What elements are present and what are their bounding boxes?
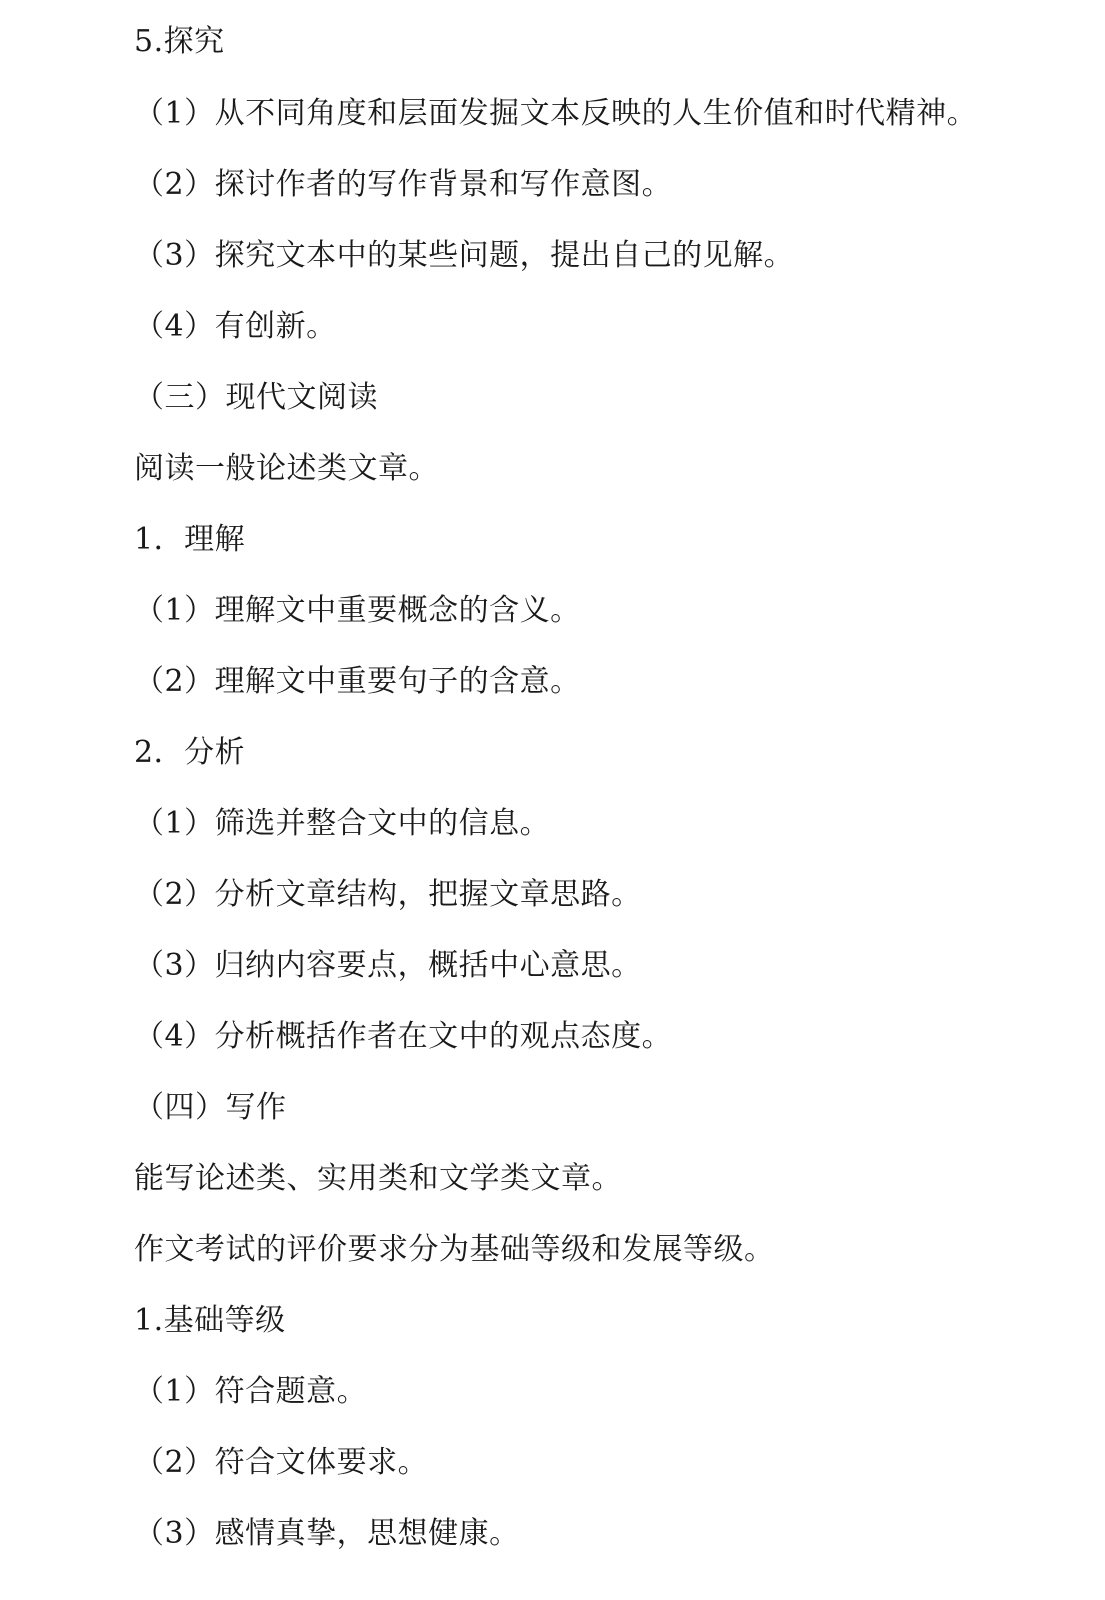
list-item: （4）有创新。 (134, 309, 337, 344)
list-item: （1）从不同角度和层面发掘文本反映的人生价值和时代精神。 (134, 96, 978, 131)
list-item: （4）分析概括作者在文中的观点态度。 (134, 1019, 673, 1054)
list-item: （1）符合题意。 (134, 1374, 368, 1409)
section-heading-explore: 5.探究 (134, 24, 225, 59)
list-item: （1）理解文中重要概念的含义。 (134, 593, 581, 628)
section-heading-modern-reading: （三）现代文阅读 (134, 380, 378, 415)
subsection-heading-understand: 1．理解 (134, 522, 246, 557)
list-item: （2）理解文中重要句子的含意。 (134, 664, 581, 699)
list-item: （2）符合文体要求。 (134, 1445, 429, 1480)
subsection-heading-basic-level: 1.基础等级 (134, 1303, 286, 1338)
paragraph: 阅读一般论述类文章。 (134, 451, 439, 486)
subsection-heading-analyze: 2．分析 (134, 735, 246, 770)
list-item: （3）归纳内容要点，概括中心意思。 (134, 948, 642, 983)
section-heading-writing: （四）写作 (134, 1090, 287, 1125)
list-item: （3）感情真挚，思想健康。 (134, 1516, 520, 1551)
list-item: （3）探究文本中的某些问题，提出自己的见解。 (134, 238, 795, 273)
paragraph: 作文考试的评价要求分为基础等级和发展等级。 (134, 1232, 775, 1267)
paragraph: 能写论述类、实用类和文学类文章。 (134, 1161, 622, 1196)
list-item: （1）筛选并整合文中的信息。 (134, 806, 551, 841)
list-item: （2）探讨作者的写作背景和写作意图。 (134, 167, 673, 202)
list-item: （2）分析文章结构，把握文章思路。 (134, 877, 642, 912)
